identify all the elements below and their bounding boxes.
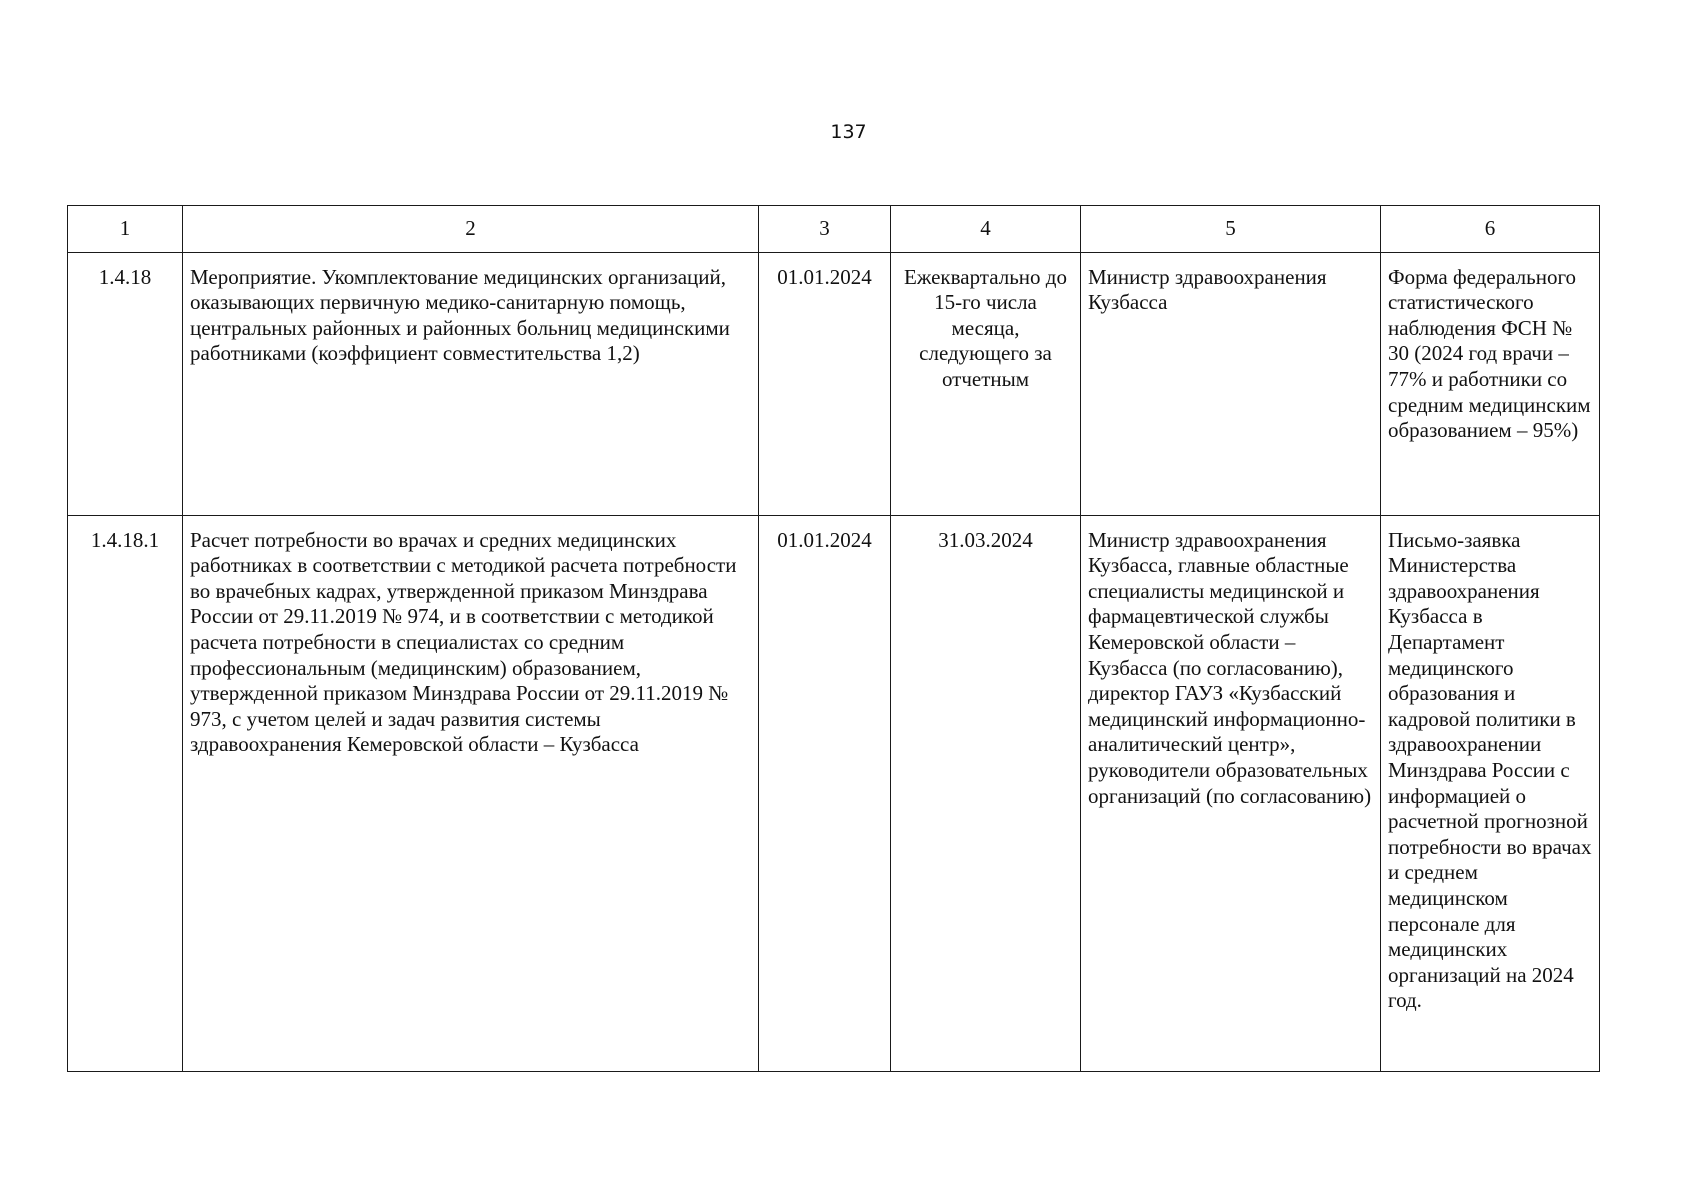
start-date-cell: 01.01.2024 xyxy=(759,252,891,515)
page-number: 137 xyxy=(830,121,867,143)
column-header-5: 5 xyxy=(1081,206,1381,253)
table-row xyxy=(68,515,1600,1071)
deadline-cell: 31.03.2024 xyxy=(891,515,1081,1071)
column-header-2: 2 xyxy=(183,206,759,253)
row-number-cell: 1.4.18 xyxy=(68,252,183,515)
start-date-cell: 01.01.2024 xyxy=(759,515,891,1071)
measures-table xyxy=(67,205,1600,1072)
deadline-cell: Ежеквартально до 15-го числа месяца, следующего за отчетным xyxy=(891,252,1081,515)
result-cell: Форма федерального статистического наблюдения ФСН № 30 (2024 год врачи – 77% и работники со средним медицинским образованием – 95%) xyxy=(1381,252,1600,515)
responsible-cell: Министр здравоохранения Кузбасса xyxy=(1081,252,1381,515)
column-header-4: 4 xyxy=(891,206,1081,253)
column-header-1: 1 xyxy=(68,206,183,253)
table-header-row xyxy=(68,206,1600,253)
result-cell: Письмо-заявка Министерства здравоохранения Кузбасса в Департамент медицинского образования и кадровой политики в здравоохранении Минздрава России с информацией о расчетной прогнозной потребности во врачах и среднем медицинском персонале для медицинских организаций на 2024 год. xyxy=(1381,515,1600,1071)
table-row xyxy=(68,252,1600,515)
event-name-cell: Мероприятие. Укомплектование медицинских организаций, оказывающих первичную медико-санитарную помощь, центральных районных и районных больниц медицинскими работниками (коэффициент совместительства 1,2) xyxy=(183,252,759,515)
responsible-cell: Министр здравоохранения Кузбасса, главные областные специалисты медицинской и фармацевтической службы Кемеровской области – Кузбасса (по согласованию), директор ГАУЗ «Кузбасский медицинский информационно-аналитический центр», руководители образовательных организаций (по согласованию) xyxy=(1081,515,1381,1071)
column-header-3: 3 xyxy=(759,206,891,253)
column-header-6: 6 xyxy=(1381,206,1600,253)
event-name-cell: Расчет потребности во врачах и средних медицинских работниках в соответствии с методикой расчета потребности во врачебных кадрах, утвержденной приказом Минздрава России от 29.11.2019 № 974, и в соответствии с методикой расчета потребности в специалистах со средним профессиональным (медицинским) образованием, утвержденной приказом Минздрава России от 29.11.2019 № 973, с учетом целей и задач развития системы здравоохранения Кемеровской области – Кузбасса xyxy=(183,515,759,1071)
row-number-cell: 1.4.18.1 xyxy=(68,515,183,1071)
